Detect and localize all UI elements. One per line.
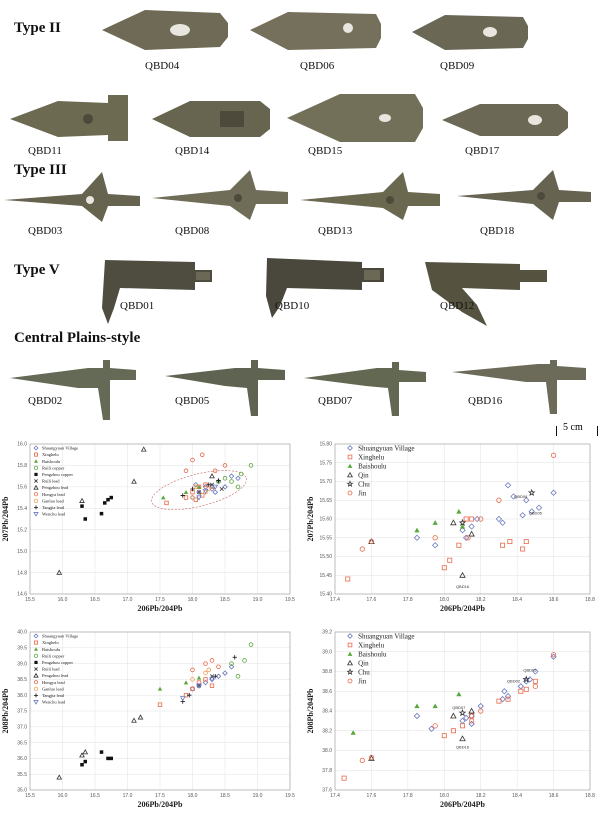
data-point (500, 520, 505, 525)
data-point (100, 512, 104, 516)
data-point (533, 684, 537, 688)
y-tick-label: 38.4 (322, 708, 332, 715)
legend-marker (34, 446, 38, 450)
group-label-type-iii: Type III (14, 162, 67, 178)
bronze-dagger-qbd02 (8, 358, 138, 426)
data-point (533, 679, 537, 683)
group-label-central-plains: Central Plains-style (14, 330, 141, 346)
data-point (197, 490, 201, 494)
y-tick-label: 15.50 (319, 554, 332, 561)
data-point (138, 715, 142, 719)
series-baishoulu (351, 692, 462, 735)
legend-marker (348, 652, 353, 656)
legend (34, 634, 78, 705)
data-point (521, 547, 525, 551)
x-tick-label: 18.6 (548, 597, 559, 603)
x-tick-label: 18.0 (187, 597, 198, 603)
specimen-qbd14: QBD14 (175, 145, 210, 157)
y-tick-label: 38.8 (322, 669, 332, 676)
legend-marker (348, 446, 353, 451)
point-annotation: QBD07 (452, 705, 466, 711)
data-point (230, 480, 234, 484)
legend-marker (34, 654, 37, 657)
data-point (249, 643, 253, 647)
x-tick-label: 18.2 (475, 793, 486, 799)
point-annotation: QBD16 (455, 744, 470, 750)
y-tick-label: 40.0 (17, 629, 27, 636)
y-tick-label: 38.0 (322, 748, 332, 755)
specimen-qbd07: QBD07 (318, 395, 353, 407)
legend-marker (34, 499, 37, 502)
data-point (236, 674, 240, 678)
legend-entry: Ruili lead (41, 478, 60, 484)
data-point (433, 724, 437, 728)
data-point (132, 718, 136, 722)
data-point (184, 680, 188, 684)
point-annotation: QBD08 (514, 493, 528, 499)
specimen-qbd16: QBD16 (468, 395, 503, 407)
legend-entry: Shuangyuan Village (358, 444, 415, 453)
x-tick-label: 15.5 (25, 597, 35, 603)
x-tick-label: 17.5 (155, 793, 165, 799)
x-tick-label: 18.0 (187, 793, 198, 799)
series-hongya-lead (184, 453, 227, 473)
legend-entry: Pengzhou lead (41, 673, 69, 679)
data-point (83, 750, 87, 754)
legend-marker (34, 661, 37, 664)
y-tick-label: 35.0 (17, 787, 27, 794)
data-point (106, 498, 110, 502)
data-point (103, 501, 107, 505)
x-tick-label: 18.6 (548, 793, 559, 799)
data-point (236, 476, 240, 480)
legend-entry: Ruili copper (41, 653, 65, 659)
y-tick-label: 39.2 (322, 629, 332, 636)
bronze-dagger-qbd12 (422, 260, 557, 328)
bronze-dagger-qbd15 (285, 90, 425, 145)
data-point (80, 763, 84, 767)
data-point (508, 539, 512, 543)
legend-entry: Baishoulu (41, 458, 61, 464)
legend-entry: Xinghelu (358, 453, 385, 462)
y-tick-label: 15.4 (17, 505, 27, 512)
data-point (200, 453, 204, 457)
legend-marker (348, 481, 353, 486)
y-axis-label: 207Pb/204Pb (306, 496, 315, 542)
legend-entry: Shuangyuan Village (41, 445, 79, 451)
x-axis-label: 206Pb/204Pb (137, 800, 183, 809)
x-tick-label: 19.5 (285, 597, 295, 603)
data-point (360, 758, 364, 762)
y-tick-label: 36.5 (17, 740, 27, 747)
data-point (161, 495, 165, 499)
y-tick-label: 39.5 (17, 645, 27, 652)
y-tick-label: 35.5 (17, 771, 27, 778)
x-tick-label: 18.5 (220, 597, 230, 603)
data-point (360, 547, 364, 551)
x-tick-label: 18.4 (512, 597, 523, 603)
x-tick-label: 18.8 (585, 597, 595, 603)
data-point (469, 708, 474, 713)
data-point (460, 736, 465, 741)
legend-marker (34, 634, 38, 638)
legend-entry: Jin (358, 677, 367, 686)
y-tick-label: 14.6 (17, 591, 27, 598)
bronze-dagger-qbd13 (298, 170, 443, 220)
legend-entry: Ruili copper (41, 465, 65, 471)
legend-entry: Hongya lead (41, 679, 65, 685)
data-point (414, 528, 419, 533)
data-point (213, 490, 217, 494)
legend-marker (348, 669, 353, 674)
legend-entry: Chu (358, 480, 370, 489)
data-point (158, 687, 162, 691)
bronze-dagger-qbd06 (248, 8, 383, 53)
y-tick-label: 15.40 (319, 591, 332, 598)
legend-marker (34, 693, 38, 697)
specimen-qbd11: QBD11 (28, 145, 62, 157)
legend-entry: Xinghelu (41, 452, 59, 458)
series-hongya-lead (191, 659, 221, 672)
specimen-qbd03: QBD03 (28, 225, 63, 237)
x-tick-label: 16.0 (57, 793, 68, 799)
specimen-qbd10: QBD10 (275, 300, 310, 312)
y-tick-label: 38.0 (17, 692, 27, 699)
y-axis-label: 208Pb/204Pb (306, 688, 315, 734)
legend-entry: Ganluo lead (41, 686, 64, 692)
data-point (217, 665, 221, 669)
legend-entry: Baishoulu (358, 650, 387, 659)
x-tick-label: 16.5 (90, 793, 100, 799)
specimen-qbd01: QBD01 (120, 300, 155, 312)
x-axis-label: 206Pb/204Pb (440, 800, 485, 809)
legend-entry: Pengzhou copper (41, 659, 74, 665)
x-tick-label: 15.5 (25, 793, 35, 799)
y-tick-label: 16.0 (17, 441, 27, 448)
legend-marker (348, 473, 353, 477)
chart-a-207-vs-206 (0, 436, 300, 616)
bronze-dagger-qbd08 (150, 168, 290, 220)
data-point (433, 543, 438, 548)
legend-entry: Pengzhou copper (41, 471, 74, 477)
x-tick-label: 19.0 (252, 793, 263, 799)
chart-c-208-vs-206 (0, 624, 300, 814)
legend-marker (348, 643, 352, 647)
y-tick-label: 15.55 (319, 535, 332, 542)
data-point (460, 573, 465, 578)
data-point (469, 531, 474, 536)
data-point (184, 490, 188, 494)
legend (348, 444, 415, 497)
data-point (83, 517, 87, 521)
data-point (184, 469, 188, 473)
legend-entry: Hongya lead (41, 491, 65, 497)
legend-marker (34, 512, 38, 516)
data-point (505, 483, 510, 488)
data-point (181, 697, 185, 701)
data-point (210, 474, 214, 478)
series-pengzhou-lead (57, 447, 214, 574)
data-point (109, 496, 113, 500)
x-tick-label: 16.5 (90, 597, 100, 603)
data-point (342, 776, 346, 780)
data-point (184, 496, 188, 500)
bronze-dagger-qbd14 (150, 95, 275, 143)
specimen-qbd06: QBD06 (300, 60, 335, 72)
bronze-dagger-qbd05 (163, 358, 288, 423)
data-point (456, 509, 461, 514)
bronze-dagger-qbd01 (100, 258, 215, 326)
bronze-dagger-qbd03 (2, 170, 142, 222)
legend-marker (34, 466, 37, 469)
bronze-dagger-qbd07 (302, 360, 430, 422)
bronze-dagger-qbd17 (440, 98, 570, 142)
specimen-qbd02: QBD02 (28, 395, 63, 407)
y-tick-label: 15.75 (319, 460, 332, 467)
data-point (83, 760, 87, 764)
specimen-qbd12: QBD12 (440, 300, 475, 312)
bronze-dagger-qbd11 (8, 95, 138, 143)
data-point (57, 775, 61, 779)
x-tick-label: 19.5 (285, 793, 295, 799)
legend-marker (34, 453, 37, 456)
data-point (210, 659, 214, 663)
specimen-qbd17: QBD17 (465, 145, 500, 157)
legend-entry: Wenchu lead (41, 699, 66, 705)
legend-entry: Qin (358, 659, 369, 668)
point-annotation: QBD05 (523, 667, 537, 673)
legend-entry: Tangjia lead (41, 504, 65, 510)
legend-entry: Pengzhou lead (41, 485, 69, 491)
data-point (80, 504, 84, 508)
chart-b-207-vs-206-zoom (300, 436, 600, 616)
x-tick-label: 17.0 (122, 597, 133, 603)
point-annotation: QBD02 (506, 678, 521, 684)
data-point (460, 724, 464, 728)
data-point (204, 671, 208, 675)
data-point (451, 713, 456, 718)
data-point (197, 676, 201, 680)
x-tick-label: 19.0 (252, 597, 263, 603)
group-label-type-ii: Type II (14, 20, 61, 36)
x-tick-label: 17.8 (402, 793, 413, 799)
legend-entry: Ganluo lead (41, 498, 64, 504)
x-tick-label: 17.0 (122, 793, 133, 799)
data-point (210, 684, 214, 688)
y-tick-label: 15.0 (17, 548, 27, 555)
legend-marker (34, 473, 37, 476)
legend-entry: Jin (358, 489, 367, 498)
legend-marker (348, 464, 353, 468)
x-tick-label: 18.5 (220, 793, 230, 799)
x-tick-label: 17.6 (366, 793, 377, 799)
bronze-dagger-qbd04 (100, 5, 230, 55)
data-point (132, 479, 136, 483)
specimen-qbd09: QBD09 (440, 60, 475, 72)
y-tick-label: 38.2 (322, 728, 332, 735)
series-shuangyuan-village (414, 654, 556, 731)
y-tick-label: 37.6 (322, 787, 332, 794)
data-point (529, 490, 534, 495)
data-point (457, 543, 461, 547)
specimen-qbd13: QBD13 (318, 225, 353, 237)
x-tick-label: 17.4 (330, 597, 340, 603)
legend-marker (34, 700, 38, 704)
bronze-dagger-qbd18 (455, 168, 595, 220)
data-point (233, 655, 237, 659)
x-axis-label: 206Pb/204Pb (137, 604, 183, 613)
y-tick-label: 15.80 (319, 441, 332, 448)
legend-marker (34, 493, 37, 496)
legend-entry: Shuangyuan Village (358, 632, 415, 641)
x-tick-label: 18.0 (439, 793, 450, 799)
legend-entry: Tangjia lead (41, 692, 65, 698)
series-qin (369, 708, 474, 760)
y-axis-label: 207Pb/204Pb (1, 496, 10, 542)
x-tick-label: 16.0 (57, 597, 68, 603)
data-point (448, 558, 452, 562)
legend-marker (34, 667, 37, 670)
legend (34, 446, 78, 517)
y-tick-label: 14.8 (17, 570, 27, 577)
data-point (243, 659, 247, 663)
point-annotation: QBD05 (528, 510, 542, 516)
legend (348, 632, 415, 685)
data-point (165, 501, 169, 505)
y-tick-label: 39.0 (322, 649, 332, 656)
legend-marker (348, 679, 352, 683)
x-tick-label: 18.4 (512, 793, 523, 799)
data-point (207, 668, 211, 672)
legend-marker (348, 491, 352, 495)
legend-marker (34, 687, 37, 690)
legend-entry: Xinghelu (358, 641, 385, 650)
bronze-dagger-qbd09 (410, 12, 530, 52)
legend-entry: Baishoulu (358, 462, 387, 471)
specimen-qbd04: QBD04 (145, 60, 180, 72)
y-tick-label: 38.5 (17, 677, 27, 684)
legend-entry: Chu (358, 668, 370, 677)
legend-entry: Ruili lead (41, 666, 60, 672)
y-tick-label: 39.0 (17, 661, 27, 668)
legend-entry: Wenchu lead (41, 511, 66, 517)
legend-entry: Qin (358, 471, 369, 480)
data-point (414, 713, 419, 718)
y-tick-label: 38.6 (322, 688, 332, 695)
data-point (100, 750, 104, 754)
data-point (142, 447, 146, 451)
x-tick-label: 17.4 (330, 793, 340, 799)
legend-marker (34, 505, 38, 509)
series-baishoulu (414, 509, 465, 532)
data-point (80, 499, 84, 503)
y-tick-label: 15.45 (319, 572, 332, 579)
data-point (106, 757, 110, 761)
data-point (220, 487, 224, 491)
y-tick-label: 15.60 (319, 516, 332, 523)
series-xinghelu (346, 517, 529, 581)
y-tick-label: 37.8 (322, 767, 332, 774)
x-tick-label: 18.8 (585, 793, 595, 799)
legend-marker (348, 455, 352, 459)
data-point (524, 539, 528, 543)
x-tick-label: 17.5 (155, 597, 165, 603)
series-qin (369, 520, 474, 577)
specimen-qbd18: QBD18 (480, 225, 515, 237)
data-point (109, 757, 113, 761)
data-point (451, 520, 456, 525)
legend-marker (34, 681, 37, 684)
y-tick-label: 37.5 (17, 708, 27, 715)
data-point (414, 703, 419, 708)
series-ruili-copper (230, 643, 253, 678)
legend-entry: Shuangyuan Village (41, 633, 79, 639)
x-tick-label: 17.6 (366, 597, 377, 603)
data-point (500, 543, 504, 547)
specimen-qbd08: QBD08 (175, 225, 210, 237)
x-tick-label: 17.8 (402, 597, 413, 603)
y-axis-label: 208Pb/204Pb (1, 688, 10, 734)
legend-entry: Baishoulu (41, 646, 61, 652)
point-annotation: QBD16 (455, 583, 470, 589)
legend-marker (348, 661, 353, 665)
legend-marker (34, 641, 37, 644)
y-tick-label: 15.65 (319, 497, 332, 504)
series-pengzhou-lead (57, 715, 143, 779)
y-tick-label: 15.8 (17, 463, 27, 470)
x-axis-label: 206Pb/204Pb (440, 604, 485, 613)
group-label-type-v: Type V (14, 262, 60, 278)
legend-marker (34, 486, 38, 490)
y-tick-label: 37.0 (17, 724, 27, 731)
x-tick-label: 18.2 (475, 597, 486, 603)
y-tick-label: 15.2 (17, 527, 27, 534)
legend-marker (34, 479, 37, 482)
data-point (518, 684, 523, 689)
specimen-qbd15: QBD15 (308, 145, 343, 157)
y-tick-label: 15.6 (17, 484, 27, 491)
data-point (433, 520, 438, 525)
y-tick-label: 36.0 (17, 756, 27, 763)
data-point (456, 692, 461, 697)
legend-marker (34, 459, 38, 463)
legend-marker (348, 634, 353, 639)
data-point (229, 474, 233, 478)
legend-entry: Xinghelu (41, 640, 59, 646)
data-point (536, 505, 541, 510)
data-point (433, 703, 438, 708)
bronze-dagger-qbd16 (450, 358, 590, 420)
y-tick-label: 15.70 (319, 479, 332, 486)
scale-bar-label: 5 cm (563, 422, 583, 433)
data-point (520, 513, 525, 518)
data-point (469, 524, 474, 529)
specimen-qbd05: QBD05 (175, 395, 210, 407)
data-point (524, 687, 528, 691)
legend-marker (34, 674, 38, 678)
chart-d-208-vs-206-zoom (300, 624, 600, 814)
x-tick-label: 18.0 (439, 597, 450, 603)
data-point (346, 577, 350, 581)
